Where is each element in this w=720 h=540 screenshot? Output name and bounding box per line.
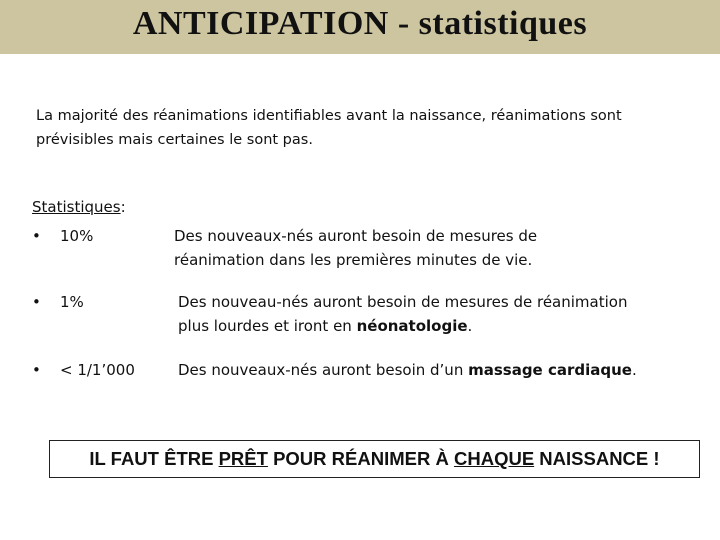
stat-description-text: Des nouveaux-nés auront besoin d’un: [178, 361, 469, 379]
stat-value: 1%: [60, 293, 84, 311]
stat-description: [178, 358, 637, 382]
stat-description-emphasis: néonatologie: [356, 317, 468, 335]
stat-description-line: plus lourdes et iront en: [178, 317, 357, 335]
bullet-icon: •: [32, 293, 41, 311]
bullet-icon: •: [32, 361, 41, 379]
stat-description-line: réanimation dans les premières minutes de vie.: [174, 251, 533, 269]
banner-text: [50, 441, 699, 477]
stat-description-punct: .: [631, 361, 637, 379]
stat-description-line: Des nouveaux-nés auront besoin de mesures de: [174, 227, 538, 245]
stat-description-emphasis: massage cardiaque: [468, 361, 632, 379]
statistics-label-text: Statistiques: [32, 198, 121, 216]
banner-text-part: POUR RÉANIMER À: [267, 448, 454, 469]
slide-title: ANTICIPATION - statistiques: [132, 5, 588, 42]
stat-item-2: [32, 290, 692, 340]
statistics-label: [32, 196, 126, 218]
call-to-action-banner: [49, 440, 700, 478]
stat-value: < 1/1’000: [60, 361, 135, 379]
banner-text-part: IL FAUT ÊTRE: [89, 448, 219, 469]
bullet-icon: •: [32, 227, 41, 245]
banner-text-part: NAISSANCE !: [534, 448, 660, 469]
stat-value: 10%: [60, 227, 94, 245]
stat-description: [174, 224, 537, 272]
stat-item-3: [32, 358, 692, 384]
statistics-label-colon: :: [120, 198, 126, 216]
stat-description-line: Des nouveau-nés auront besoin de mesures de réanimation: [178, 293, 628, 311]
stat-description: [178, 290, 627, 338]
stat-item-1: [32, 224, 692, 274]
intro-paragraph: La majorité des réanimations identifiables avant la naissance, réanimations sont prévisibles mais certaines le sont pas.: [36, 108, 622, 148]
banner-emphasis-ready: PRÊT: [218, 448, 268, 469]
stat-description-punct: .: [467, 317, 473, 335]
banner-emphasis-each: CHAQUE: [453, 448, 535, 469]
